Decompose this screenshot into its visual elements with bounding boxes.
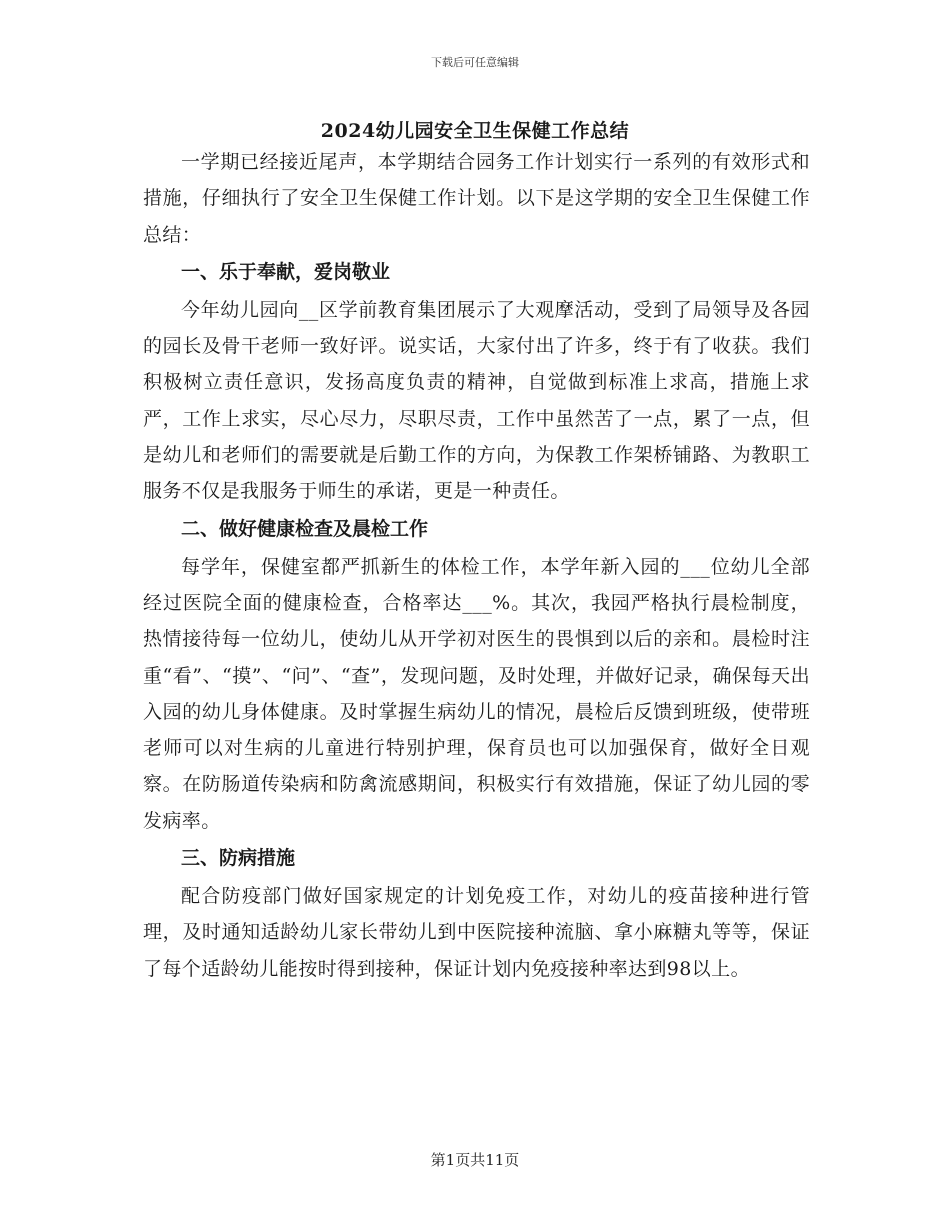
section-paragraph-1: 今年幼儿园向__区学前教育集团展示了大观摩活动，受到了局领导及各园的园长及骨干老师一致好评。说实话，大家付出了许多，终于有了收获。我们积极树立责任意识，发扬高度负责的精神，自觉做到标准上求高，措施上求严，工作上求实，尽心尽力，尽职尽责，工作中虽然苦了一点，累了一点，但是幼儿和老师们的需要就是后勤工作的方向，为保教工作架桥铺路、为教职工服务不仅是我服务于师生的承诺，更是一种责任。 [143, 298, 810, 503]
download-note: 下载后可任意编辑 [431, 56, 519, 69]
document-body [143, 144, 810, 987]
section-paragraph-3: 配合防疫部门做好国家规定的计划免疫工作，对幼儿的疫苗接种进行管理，及时通知适龄幼儿家长带幼儿到中医院接种流脑、拿小麻糖丸等等，保证了每个适龄幼儿能按时得到接种，保证计划内免疫接种率达到98以上。 [143, 885, 810, 980]
section-heading-3: 三、防病措施 [181, 847, 296, 870]
intro-paragraph: 一学期已经接近尾声，本学期结合园务工作计划实行一系列的有效形式和措施，仔细执行了安全卫生保健工作计划。以下是这学期的安全卫生保健工作总结： [143, 151, 810, 246]
document-title: 2024幼儿园安全卫生保健工作总结 [320, 120, 630, 142]
page-number: 第1页共11页 [430, 1151, 520, 1169]
section-heading-2: 二、做好健康检查及晨检工作 [181, 517, 429, 540]
section-heading-1: 一、乐于奉献，爱岗敬业 [181, 260, 391, 283]
section-paragraph-2: 每学年，保健室都严抓新生的体检工作，本学年新入园的___位幼儿全部经过医院全面的健康检查，合格率达___%。其次，我园严格执行晨检制度，热情接待每一位幼儿，使幼儿从开学初对医生的畏惧到以后的亲和。晨检时注重“看”、“摸”、“问”、“查”，发现问题，及时处理，并做好记录，确保每天出入园的幼儿身体健康。及时掌握生病幼儿的情况，晨检后反馈到班级，使带班老师可以对生病的儿童进行特别护理，保育员也可以加强保育，做好全日观察。在防肠道传染病和防禽流感期间，积极实行有效措施，保证了幼儿园的零发病率。 [143, 555, 810, 832]
